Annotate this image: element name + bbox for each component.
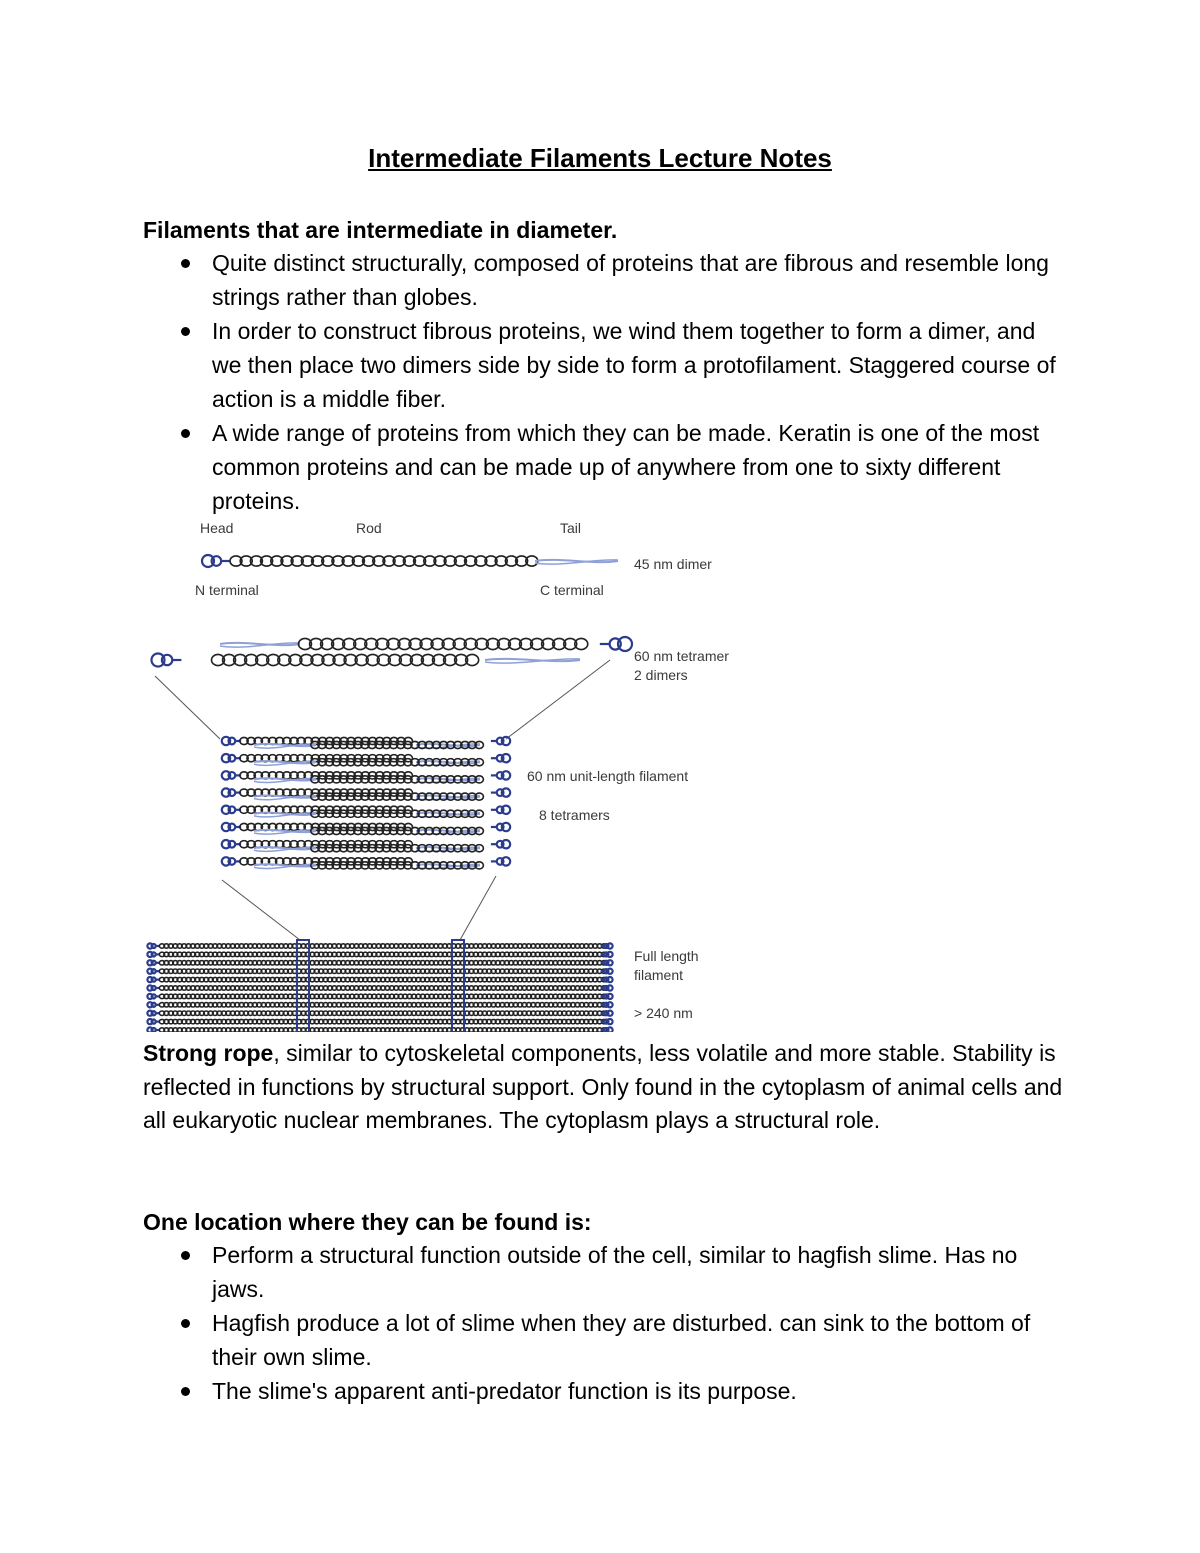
- strong-rope-paragraph: [143, 1037, 1063, 1138]
- filament-assembly-figure: [140, 512, 760, 1032]
- label-n-terminal: N terminal: [195, 582, 259, 598]
- label-tetramer: 60 nm tetramer: [634, 648, 729, 664]
- ulf-head-shape: [229, 738, 236, 745]
- tetramer-head-shape: [610, 638, 621, 649]
- filament-assembly-diagram: [140, 512, 760, 1032]
- ulf-head-shape: [229, 789, 236, 796]
- section-heading-diameter: Filaments that are intermediate in diameter.: [143, 217, 618, 243]
- bullet-icon: [181, 259, 190, 268]
- ulf-head-shape: [229, 772, 236, 779]
- ulf-head-shape: [497, 789, 504, 796]
- ulf-head-shape: [229, 806, 236, 813]
- label-unit-length-sub: 8 tetramers: [539, 807, 610, 823]
- paragraph-lead: Strong rope: [143, 1040, 274, 1066]
- label-unit-length-filament: 60 nm unit-length filament: [527, 768, 689, 784]
- label-full-length-3: > 240 nm: [634, 1005, 693, 1021]
- ulf-head-shape: [229, 841, 236, 848]
- ulf-head-shape: [229, 858, 236, 865]
- ulf-head-shape: [497, 806, 504, 813]
- section-heading-location: One location where they can be found is:: [143, 1209, 592, 1235]
- label-full-length-2: filament: [634, 967, 684, 983]
- label-c-terminal: C terminal: [540, 582, 604, 598]
- list-item: [143, 314, 1063, 416]
- bullet-icon: [181, 1251, 190, 1260]
- ulf-head-shape: [497, 772, 504, 779]
- connector-line: [222, 880, 300, 940]
- diagram-shapes: [147, 555, 632, 1032]
- label-rod: Rod: [356, 520, 382, 536]
- ulf-head-shape: [497, 841, 504, 848]
- paragraph-text: , similar to cytoskeletal components, less volatile and more stable. Stability is reflected in functions by structural support. Only found in the cytoplasm of animal cells and all eukaryotic nuclear membranes. The cytoplasm plays a structural role.: [143, 1040, 1063, 1133]
- bullet-list-location: [143, 1238, 1063, 1408]
- label-full-length-1: Full length: [634, 948, 699, 964]
- page-title: Intermediate Filaments Lecture Notes: [368, 143, 832, 173]
- list-item: [143, 416, 1063, 518]
- ulf-head-shape: [497, 858, 504, 865]
- bullet-icon: [181, 327, 190, 336]
- ulf-head-shape: [229, 824, 236, 831]
- connector-line: [506, 660, 610, 739]
- bullet-text: In order to construct fibrous proteins, we wind them together to form a dimer, and we then place two dimers side by side to form a protofilament. Staggered course of action is a middle fiber.: [212, 318, 1056, 412]
- ulf-head-shape: [497, 824, 504, 831]
- list-item: [143, 246, 1063, 314]
- label-tetramer-sub: 2 dimers: [634, 667, 688, 683]
- list-item: [143, 1374, 1063, 1408]
- label-tail: Tail: [560, 520, 582, 536]
- bullet-text: The slime's apparent anti-predator function is its purpose.: [212, 1378, 797, 1404]
- bullet-text: Perform a structural function outside of the cell, similar to hagfish slime. Has no jaws.: [212, 1242, 1018, 1302]
- connector-line: [155, 676, 220, 739]
- bullet-icon: [181, 1319, 190, 1328]
- ulf-head-shape: [497, 738, 504, 745]
- ulf-head-shape: [497, 755, 504, 762]
- list-item: [143, 1306, 1063, 1374]
- bullet-icon: [181, 429, 190, 438]
- connector-line: [460, 876, 496, 940]
- bullet-icon: [181, 1387, 190, 1396]
- bullet-text: Quite distinct structurally, composed of proteins that are fibrous and resemble long strings rather than globes.: [212, 250, 1049, 310]
- label-head: Head: [200, 520, 234, 536]
- list-item: [143, 1238, 1063, 1306]
- bullet-text: A wide range of proteins from which they can be made. Keratin is one of the most common proteins and can be made up of anywhere from one to sixty different proteins.: [212, 420, 1040, 514]
- ulf-head-shape: [229, 755, 236, 762]
- bullet-text: Hagfish produce a lot of slime when they are disturbed. can sink to the bottom of their own slime.: [212, 1310, 1031, 1370]
- bullet-list-structure: [143, 246, 1063, 518]
- label-dimer: 45 nm dimer: [634, 556, 712, 572]
